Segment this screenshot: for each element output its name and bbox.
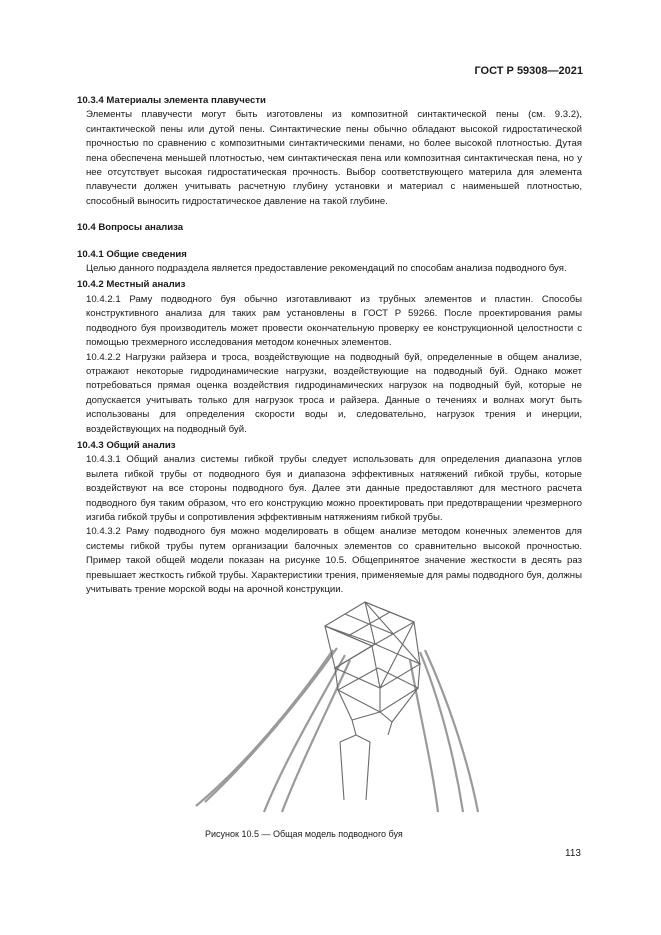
flexible-pipe-lines [196,648,478,812]
subsea-buoy-model-figure [170,596,490,816]
figure-caption: Рисунок 10.5 — Общая модель подводного буя [205,829,403,839]
text-body [77,94,582,597]
section-10-4-1-title: 10.4.1 Общие сведения [77,248,187,260]
section-10-4-2-title: 10.4.2 Местный анализ [77,279,186,291]
paragraph-10-4-3-2: 10.4.3.2 Раму подводного буя можно моделировать в общем анализе методом конечных элементов для системы гибкой трубы путем организации балочных элементов со сравнительно высокой прочностью. Пример такой общей модели показан на рисунке 10.5. Общепринятое значение жесткости в десять раз превышает жесткость гибкой трубы. Характеристики трения, применяемые для рамы подводного буя, должны учитывать трение морской воды на арочной конструкции. [86,526,582,595]
section-10-3-4-text: Элементы плавучести могут быть изготовлены из композитной синтактической пены (см. 9.3.2), синтактической пены или дутой пены. Синтактические пены обычно обладают высокой гидростатической прочностью по сравнению с композитными синтактическими пенами, но более высокой плотностью. Дутая пена обеспечена меньшей плотностью, чем синтактическая пена или композитная синтактическая пена, но у нее отсутствует высокая гидростатическая прочность. Выбор соответствующего материла для элемента плавучести должен учитывать расчетную глубину установки и материал с наименьшей плотностью, способный выносить гидростатическое давление на такой глубине. [86,109,582,207]
section-10-4-title: 10.4 Вопросы анализа [77,222,184,234]
page-number: 113 [565,848,581,859]
paragraph-10-4-2-1: 10.4.2.1 Раму подводного буя обычно изготавливают из трубных элементов и пластин. Способы конструктивного анализа для таких рам установлены в ГОСТ Р 59266. После проектирования рамы подводного буя производитель может провести окончательную проверку ее конструкционной целостности с помощью трехмерного исследования методом конечных элементов. [86,293,582,349]
section-10-3-4-title: 10.3.4 Материалы элемента плавучести [77,95,266,106]
paragraph-10-4-3-1: 10.4.3.1 Общий анализ системы гибкой трубы следует использовать для определения диапазона углов вылета гибкой трубы от подводного буя и диапазона эффективных натяжений гибкой трубы, которые воздействуют на все стороны подводного буя. Далее эти данные предоставляют для местного расчета подводного буя таким образом, что его конструкцию можно проектировать при предотвращении чрезмерного изгиба гибкой трубы и сопротивления эффективным натяжениям гибкой трубы. [86,454,582,523]
buoy-frame [325,602,420,800]
standard-code: ГОСТ Р 59308—2021 [474,65,583,77]
paragraph-10-4-2-2: 10.4.2.2 Нагрузки райзера и троса, воздействующие на подводный буй, определенные в общем анализе, отражают некоторые гидродинамические нагрузки, воздействующие на подводный буй. Однако может потребоваться прямая оценка воздействия гидродинамических нагрузок на подводный буй, которые не допускается учитывать только для нагрузок троса и райзера. Данные о течениях и волнах могут быть использованы для определения скорости воды и, следовательно, нагрузок трения и инерции, воздействующих на подводный буй. [86,351,582,435]
section-10-4-1-text: Целью данного подраздела является предоставление рекомендаций по способам анализа подводного буя. [86,263,567,275]
section-10-4-3-title: 10.4.3 Общий анализ [77,439,176,451]
